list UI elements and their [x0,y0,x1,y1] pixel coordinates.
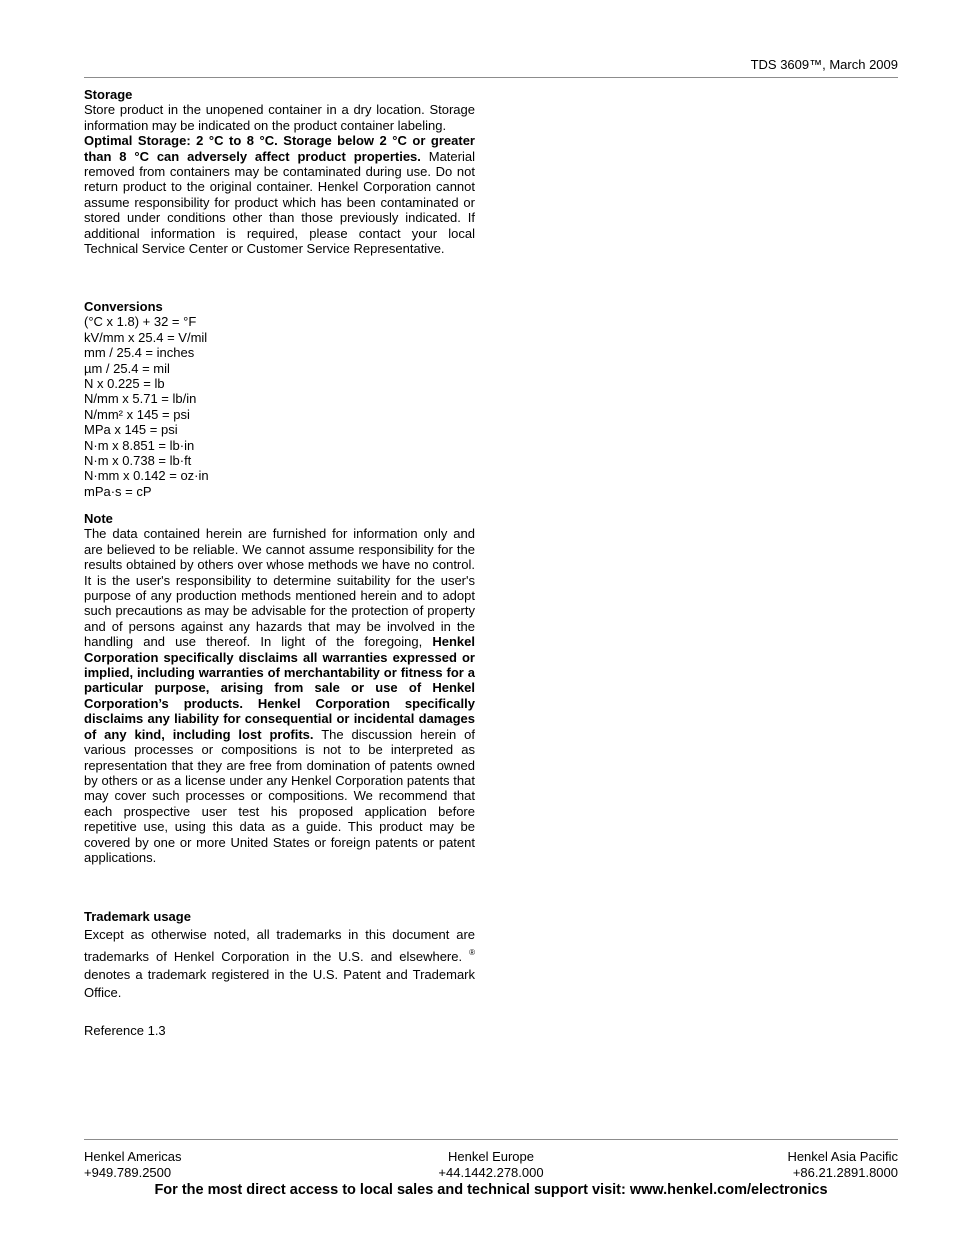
trademark-paragraph [84,926,475,1002]
document-reference: TDS 3609™, March 2009 [750,57,898,72]
footer-americas-phone: +949.789.2500 [84,1165,172,1180]
footer-access-line: For the most direct access to local sales and technical support visit: www.henkel.com/electronics [154,1182,828,1198]
trademark-heading: Trademark usage [84,909,191,924]
conversion-line: mPa·s = cP [84,483,152,499]
storage-paragraph-2-body: Material removed from containers may be contaminated during use. Do not return product to the original container. Henkel Corporation cannot assume responsibility for product which has been contaminated or stored under conditions other than those previously indicated. If additional information is required, please contact your local Technical Service Center or Customer Service Representative. [84,148,475,257]
footer-divider [84,1139,898,1140]
conversion-line: kV/mm x 25.4 = V/mil [84,329,208,345]
note-section [84,511,475,865]
footer-asia [787,1149,898,1181]
storage-section [84,87,475,256]
warranty-disclaimer-text: Henkel Corporation specifically disclaims all warranties expressed or implied, including warranties of merchantability or fitness for a particular purpose, arising from sale or use of Henkel Corporation’s products. Henkel Corporation specifically disclaims any liability for consequential or incidental damages of any kind, including lost profits. [84,634,475,742]
note-heading: Note [84,511,113,526]
footer-americas-name: Henkel Americas [84,1149,182,1164]
conversion-line: (°C x 1.8) + 32 = °F [84,314,197,330]
storage-paragraph-2 [84,133,475,256]
conversion-line: N x 0.225 = lb [84,376,165,392]
footer-asia-name: Henkel Asia Pacific [787,1149,898,1164]
trademark-text-1: Except as otherwise noted, all trademarks in this document are trademarks of Henkel Corporation in the U.S. and elsewhere. [84,927,475,965]
trademark-text-2: denotes a trademark registered in the U.S. Patent and Trademark Office. [84,967,475,1001]
conversion-line: N/mm x 5.71 = lb/in [84,391,197,407]
conversion-line: N·mm x 0.142 = oz·in [84,468,209,484]
note-paragraph [84,526,475,865]
footer-europe [377,1149,605,1181]
conversions-section [84,299,475,499]
footer-europe-phone: +44.1442.278.000 [438,1165,544,1180]
registered-symbol: ® [469,948,475,958]
trademark-section [84,909,475,1002]
conversion-line: mm / 25.4 = inches [84,345,195,361]
conversion-line: N·m x 0.738 = lb·ft [84,453,192,469]
note-text-3: The discussion herein of various processes or compositions is not to be interpreted as representation that they are free from domination of patents owned by others or as a license under any Henkel Corporation patents that may cover such processes or compositions. We recommend that each prospective user test his proposed application before repetitive use, using this data as a guide. This product may be covered by one or more United States or foreign patents or patent applications. [84,726,476,865]
conversion-line: MPa x 145 = psi [84,422,178,438]
conversion-line: µm / 25.4 = mil [84,360,170,376]
conversion-line: N/mm² x 145 = psi [84,406,190,422]
storage-paragraph-1: Store product in the unopened container in a dry location. Storage information may be indicated on the product container labeling. [84,102,475,133]
header-divider [84,77,898,78]
optimal-storage-text: Optimal Storage: 2 °C to 8 °C. Storage below 2 °C or greater than 8 °C can adversely affect product properties. [84,133,475,164]
footer-europe-name: Henkel Europe [448,1149,534,1164]
storage-heading: Storage [84,87,133,102]
footer-americas [84,1149,182,1181]
conversion-line: N·m x 8.851 = lb·in [84,437,195,453]
conversions-heading: Conversions [84,299,163,314]
footer-asia-phone: +86.21.2891.8000 [792,1165,898,1180]
reference-number: Reference 1.3 [84,1023,166,1038]
note-text-1: The data contained herein are furnished for information only and are believed to be reliable. We cannot assume responsibility for the results obtained by others over whose methods we have no control. It is the user's responsibility to determine suitability for the user's purpose of any production methods mentioned herein and to adopt such precautions as may be advisable for the protection of property and of persons against any hazards that may be involved in the handling and use thereof. In light of the foregoing, [84,526,475,650]
